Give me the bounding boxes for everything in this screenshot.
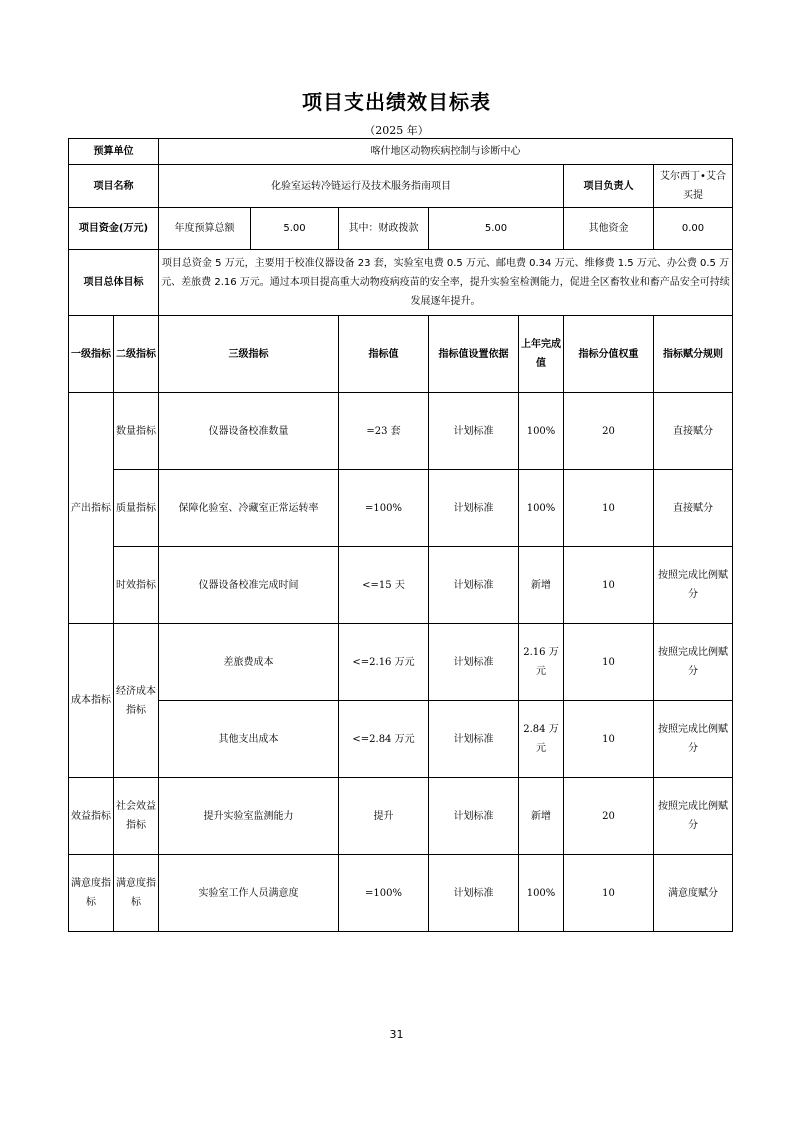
group-quantity: 数量指标 xyxy=(114,393,159,470)
level3-cell: 保障化验室、冷藏室正常运转率 xyxy=(159,470,339,547)
weight-cell: 20 xyxy=(564,778,654,855)
header-weight: 指标分值权重 xyxy=(564,316,654,393)
leader-label: 项目负责人 xyxy=(564,165,654,208)
last-year-cell: 2.84 万元 xyxy=(519,701,564,778)
annual-budget-label: 年度预算总额 xyxy=(159,208,251,250)
value-cell: <=15 天 xyxy=(339,547,429,624)
header-level3: 三级指标 xyxy=(159,316,339,393)
performance-target-table xyxy=(68,138,733,932)
level3-cell: 仪器设备校准完成时间 xyxy=(159,547,339,624)
level3-cell: 提升实验室监测能力 xyxy=(159,778,339,855)
table-row xyxy=(69,778,733,855)
last-year-cell: 2.16 万元 xyxy=(519,624,564,701)
value-cell: =23 套 xyxy=(339,393,429,470)
other-funds-value: 0.00 xyxy=(654,208,733,250)
level3-cell: 其他支出成本 xyxy=(159,701,339,778)
funds-label: 项目资金(万元) xyxy=(69,208,159,250)
basis-cell: 计划标准 xyxy=(429,470,519,547)
weight-cell: 20 xyxy=(564,393,654,470)
header-rule: 指标赋分规则 xyxy=(654,316,733,393)
basis-cell: 计划标准 xyxy=(429,778,519,855)
header-level1: 一级指标 xyxy=(69,316,114,393)
fiscal-label: 其中：财政拨款 xyxy=(339,208,429,250)
header-value: 指标值 xyxy=(339,316,429,393)
table-row xyxy=(69,855,733,932)
basis-cell: 计划标准 xyxy=(429,547,519,624)
budget-unit-value: 喀什地区动物疾病控制与诊断中心 xyxy=(159,139,733,165)
value-cell: =100% xyxy=(339,470,429,547)
rule-cell: 直接赋分 xyxy=(654,393,733,470)
table-row xyxy=(69,393,733,470)
group-output: 产出指标 xyxy=(69,393,114,624)
weight-cell: 10 xyxy=(564,855,654,932)
basis-cell: 计划标准 xyxy=(429,701,519,778)
basis-cell: 计划标准 xyxy=(429,393,519,470)
basis-cell: 计划标准 xyxy=(429,624,519,701)
basis-cell: 计划标准 xyxy=(429,855,519,932)
page-title: 项目支出绩效目标表 xyxy=(302,90,491,114)
last-year-cell: 新增 xyxy=(519,547,564,624)
annual-budget-value: 5.00 xyxy=(251,208,339,250)
group-satisfaction: 满意度指标 xyxy=(69,855,114,932)
last-year-cell: 新增 xyxy=(519,778,564,855)
year-subtitle: （2025 年） xyxy=(364,124,429,137)
table-row xyxy=(69,624,733,701)
other-funds-label: 其他资金 xyxy=(564,208,654,250)
overall-goal-text: 项目总资金 5 万元，主要用于校准仪器设备 23 套，实验室电费 0.5 万元、邮电费 0.34 万元、维修费 1.5 万元、办公费 0.5 万元、差旅费 2.16 万元。通过本项目提高重大动物疫病疫苗的安全率，提升实验室检测能力，促进全区畜牧业和畜产品安全可持续发展逐年提升。 xyxy=(159,250,733,316)
table-row xyxy=(69,701,733,778)
overall-goal-label: 项目总体目标 xyxy=(69,250,159,316)
header-basis: 指标值设置依据 xyxy=(429,316,519,393)
value-cell: <=2.84 万元 xyxy=(339,701,429,778)
project-name-value: 化验室运转冷链运行及技术服务指南项目 xyxy=(159,165,564,208)
table-row xyxy=(69,470,733,547)
group-cost: 成本指标 xyxy=(69,624,114,778)
rule-cell: 直接赋分 xyxy=(654,470,733,547)
weight-cell: 10 xyxy=(564,701,654,778)
weight-cell: 10 xyxy=(564,547,654,624)
level3-cell: 仪器设备校准数量 xyxy=(159,393,339,470)
header-last-year: 上年完成值 xyxy=(519,316,564,393)
level3-cell: 差旅费成本 xyxy=(159,624,339,701)
group-economic: 经济成本指标 xyxy=(114,624,159,778)
budget-unit-label: 预算单位 xyxy=(69,139,159,165)
group-timeliness: 时效指标 xyxy=(114,547,159,624)
group-social: 社会效益指标 xyxy=(114,778,159,855)
value-cell: 提升 xyxy=(339,778,429,855)
header-level2: 二级指标 xyxy=(114,316,159,393)
project-name-label: 项目名称 xyxy=(69,165,159,208)
weight-cell: 10 xyxy=(564,470,654,547)
rule-cell: 按照完成比例赋分 xyxy=(654,624,733,701)
page-number: 31 xyxy=(389,1028,404,1041)
group-satisfaction-sub: 满意度指标 xyxy=(114,855,159,932)
level3-cell: 实验室工作人员满意度 xyxy=(159,855,339,932)
value-cell: <=2.16 万元 xyxy=(339,624,429,701)
last-year-cell: 100% xyxy=(519,470,564,547)
group-quality: 质量指标 xyxy=(114,470,159,547)
group-benefit: 效益指标 xyxy=(69,778,114,855)
leader-value: 艾尔西丁•艾合买提 xyxy=(654,165,733,208)
last-year-cell: 100% xyxy=(519,393,564,470)
value-cell: =100% xyxy=(339,855,429,932)
rule-cell: 按照完成比例赋分 xyxy=(654,547,733,624)
last-year-cell: 100% xyxy=(519,855,564,932)
rule-cell: 按照完成比例赋分 xyxy=(654,778,733,855)
weight-cell: 10 xyxy=(564,624,654,701)
fiscal-value: 5.00 xyxy=(429,208,564,250)
table-row xyxy=(69,547,733,624)
rule-cell: 按照完成比例赋分 xyxy=(654,701,733,778)
rule-cell: 满意度赋分 xyxy=(654,855,733,932)
